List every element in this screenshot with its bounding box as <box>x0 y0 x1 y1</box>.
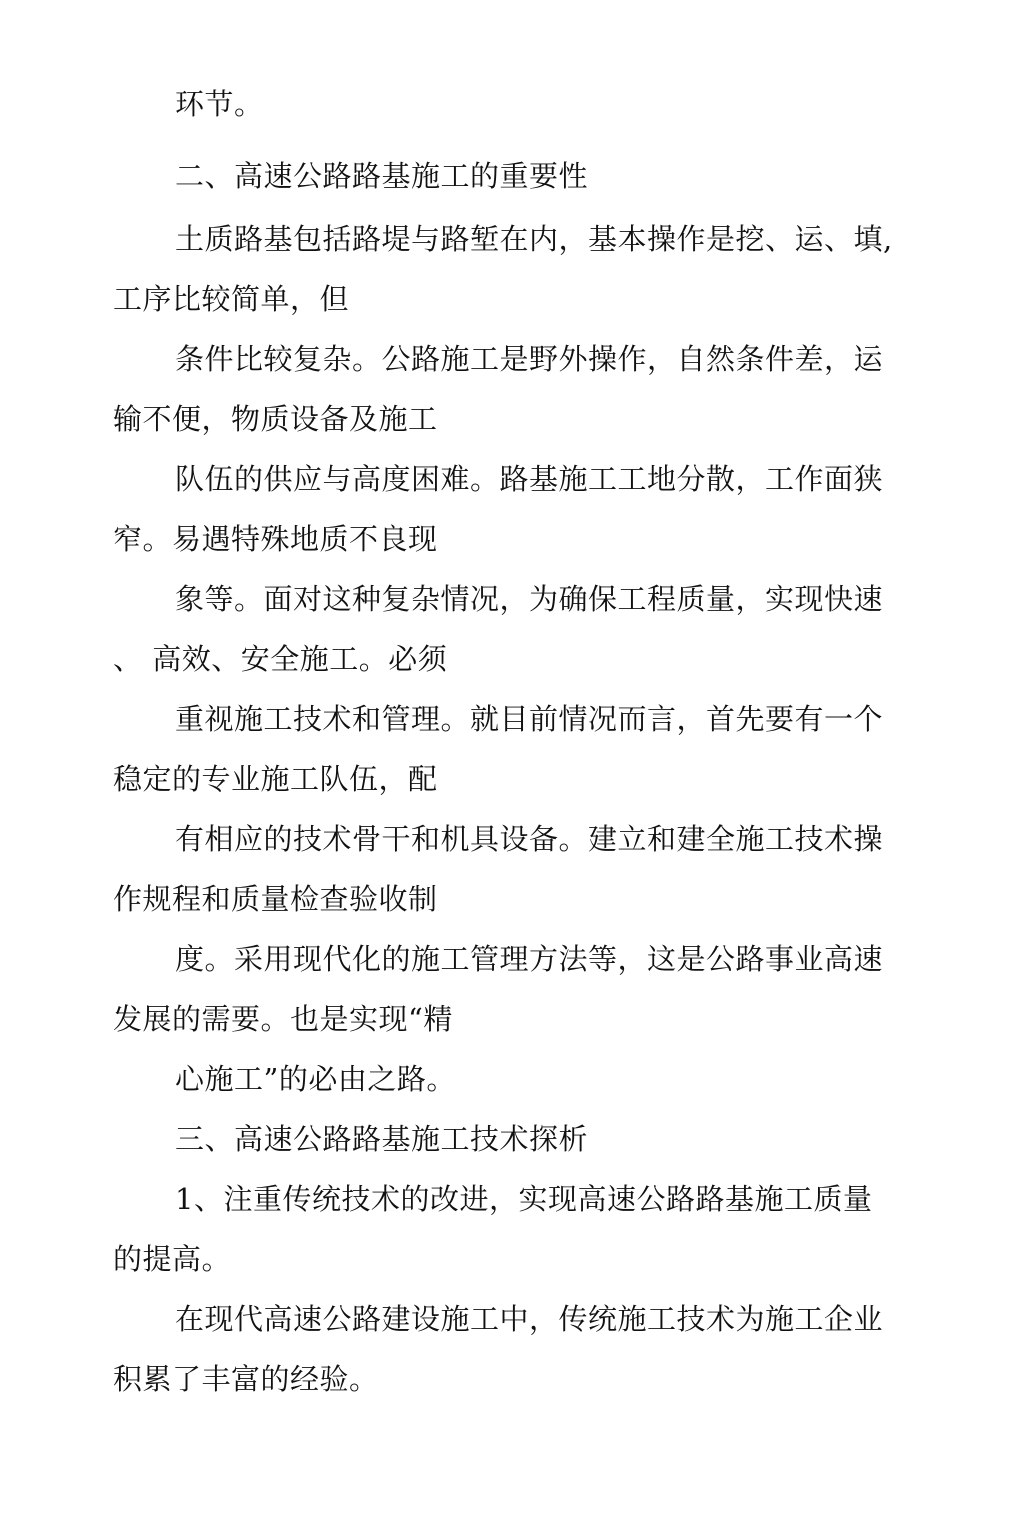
text-line: 环节。 <box>175 87 264 121</box>
text-line: 重视施工技术和管理。就目前情况而言，首先要有一个 <box>175 702 884 736</box>
text-line: 、 高效、安全施工。必须 <box>113 642 448 676</box>
text-line: 条件比较复杂。公路施工是野外操作，自然条件差，运 <box>175 342 884 376</box>
text-line: 输不便，物质设备及施工 <box>113 402 438 436</box>
text-line: 积累了丰富的经验。 <box>113 1362 379 1396</box>
text-line: 稳定的专业施工队伍，配 <box>113 762 438 796</box>
text-line: 作规程和质量检查验收制 <box>113 882 438 916</box>
text-line: 度。采用现代化的施工管理方法等，这是公路事业高速 <box>175 942 884 976</box>
text-line: 窄。易遇特殊地质不良现 <box>113 522 438 556</box>
text-line: 心施工”的必由之路。 <box>175 1062 456 1096</box>
section-heading: 三、高速公路路基施工技术探析 <box>175 1122 589 1156</box>
text-line: 发展的需要。也是实现“精 <box>113 1002 453 1036</box>
text-line: 1、注重传统技术的改进，实现高速公路路基施工质量 <box>175 1182 873 1216</box>
text-line: 工序比较简单，但 <box>113 282 350 316</box>
section-heading: 二、高速公路路基施工的重要性 <box>175 159 589 193</box>
text-line: 有相应的技术骨干和机具设备。建立和建全施工技术操 <box>175 822 884 856</box>
text-line: 的提高。 <box>113 1242 232 1276</box>
text-line: 队伍的供应与高度困难。路基施工工地分散，工作面狭 <box>175 462 884 496</box>
text-line: 象等。面对这种复杂情况，为确保工程质量，实现快速 <box>175 582 884 616</box>
text-line: 在现代高速公路建设施工中，传统施工技术为施工企业 <box>175 1302 884 1336</box>
text-line: 土质路基包括路堤与路堑在内，基本操作是挖、运、填, <box>175 222 893 256</box>
